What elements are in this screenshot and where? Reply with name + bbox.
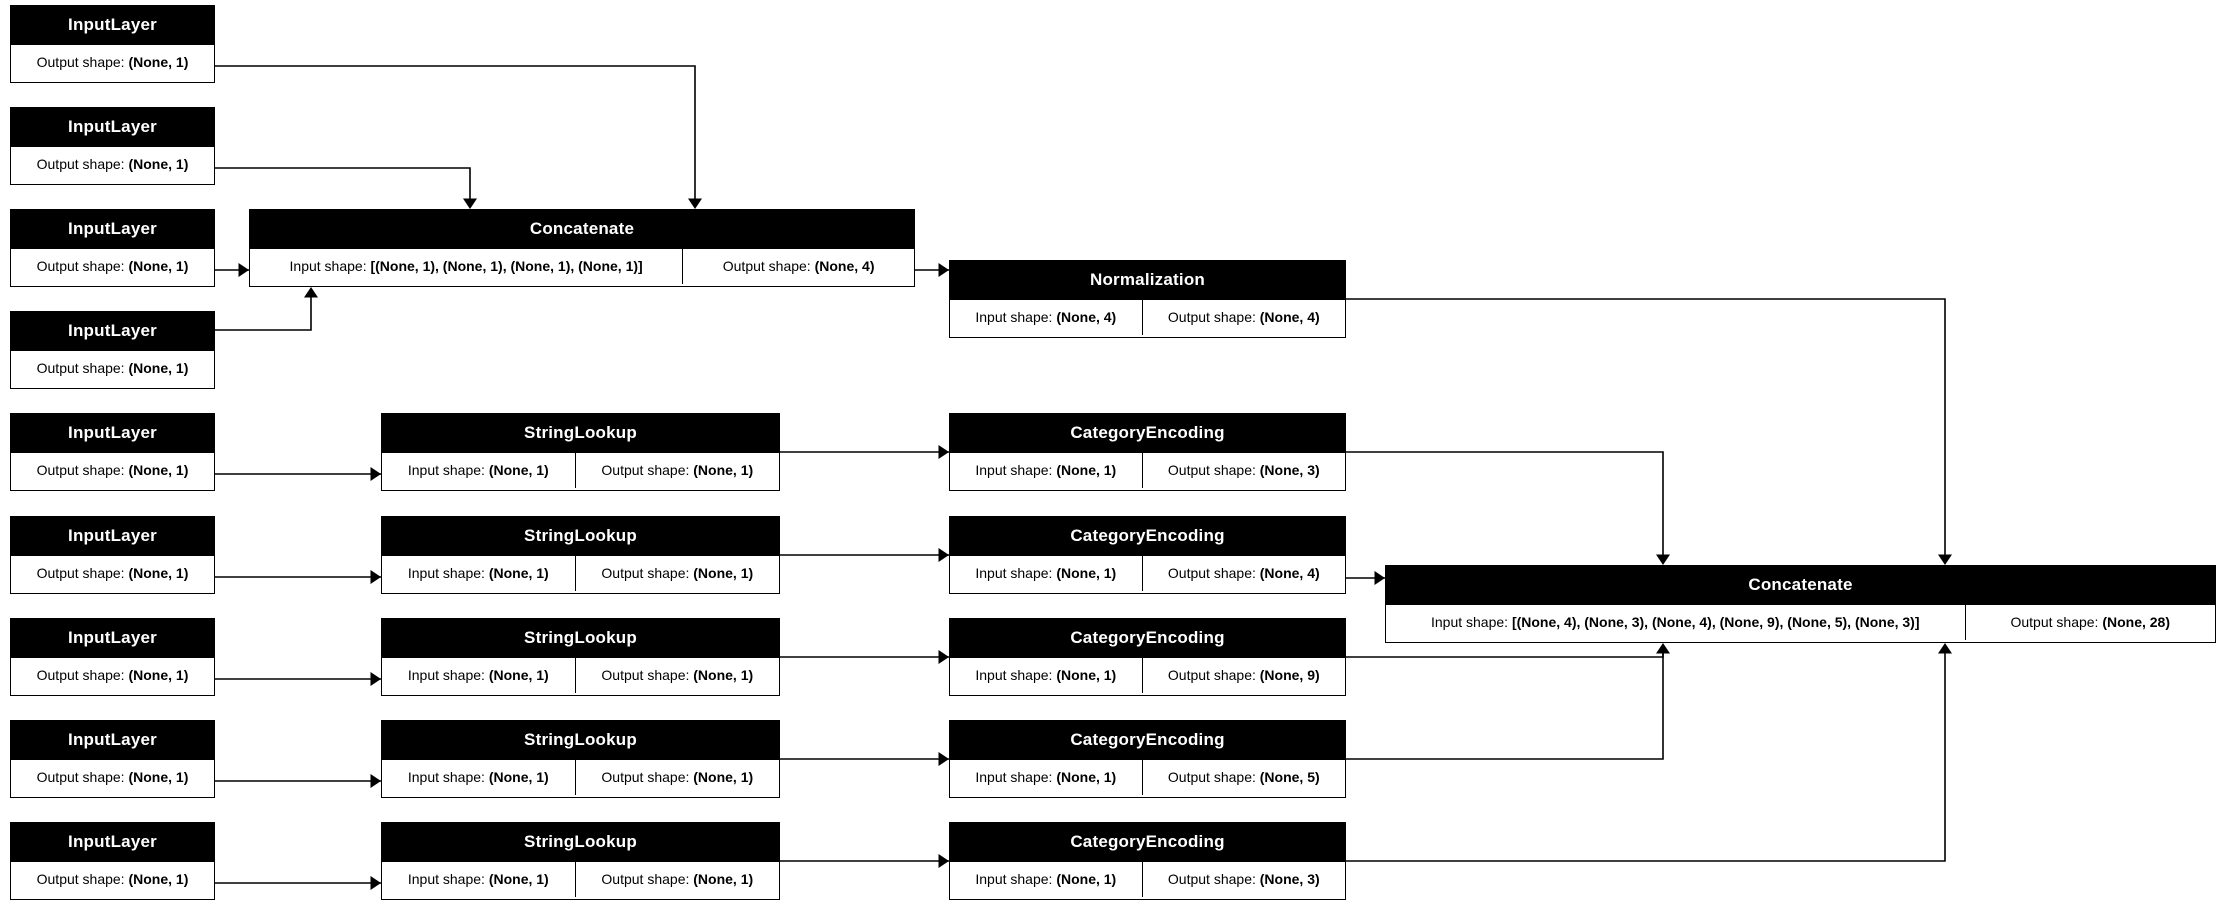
shape-label: Input shape: [407, 667, 485, 683]
shape-value: (None, 4) [814, 258, 875, 274]
edge-arrowhead [463, 199, 477, 210]
node-title: StringLookup [382, 517, 779, 556]
shape-value: (None, 28) [2102, 614, 2171, 630]
graph-node-encoding_2 [949, 516, 1346, 594]
graph-node-input_6 [10, 516, 215, 594]
node-title: CategoryEncoding [950, 517, 1345, 556]
shape-value: [(None, 1), (None, 1), (None, 1), (None, 1)] [370, 258, 643, 274]
edge-arrowhead [939, 854, 950, 868]
node-title: InputLayer [11, 312, 214, 351]
shape-label: Input shape: [975, 309, 1053, 325]
shape-label: Output shape: [36, 565, 125, 581]
shape-label: Output shape: [36, 871, 125, 887]
node-shape-cell [11, 351, 214, 386]
node-shape-cell [575, 760, 779, 795]
graph-node-input_1 [10, 5, 215, 83]
node-shape-cell [575, 556, 779, 591]
shape-label: Input shape: [975, 769, 1053, 785]
node-shape-cell [11, 249, 214, 284]
node-title: InputLayer [11, 517, 214, 556]
node-shape-cell [1142, 453, 1345, 488]
graph-node-encoding_4 [949, 720, 1346, 798]
graph-node-input_2 [10, 107, 215, 185]
node-title: InputLayer [11, 721, 214, 760]
shape-value: (None, 1) [128, 769, 189, 785]
shape-label: Input shape: [407, 871, 485, 887]
node-title: InputLayer [11, 108, 214, 147]
graph-node-lookup_5 [381, 822, 780, 900]
graph-node-encoding_5 [949, 822, 1346, 900]
shape-value: (None, 5) [1259, 769, 1320, 785]
shape-label: Output shape: [1167, 769, 1256, 785]
shape-value: (None, 1) [128, 462, 189, 478]
node-shape-cell [950, 556, 1142, 591]
shape-value: (None, 1) [488, 871, 549, 887]
shape-label: Input shape: [1430, 614, 1509, 630]
node-title: Concatenate [250, 210, 914, 249]
node-title: InputLayer [11, 823, 214, 862]
shape-label: Input shape: [407, 769, 485, 785]
edge-arrowhead [939, 263, 950, 277]
node-shape-cell [382, 760, 575, 795]
shape-label: Output shape: [1167, 309, 1256, 325]
node-shape-cell [1142, 760, 1345, 795]
shape-label: Input shape: [407, 565, 485, 581]
shape-value: (None, 3) [1259, 462, 1320, 478]
node-title: CategoryEncoding [950, 823, 1345, 862]
edge-input_1-to-concat_numeric [215, 66, 695, 202]
shape-label: Output shape: [36, 667, 125, 683]
edge-arrowhead [371, 876, 382, 890]
node-shape-cell [382, 556, 575, 591]
shape-label: Output shape: [36, 54, 125, 70]
shape-label: Output shape: [36, 462, 125, 478]
node-body [11, 351, 214, 386]
shape-value: (None, 1) [488, 667, 549, 683]
node-body [11, 45, 214, 80]
node-body [950, 300, 1345, 335]
node-shape-cell [1965, 605, 2216, 640]
edge-arrowhead [688, 199, 702, 210]
shape-label: Output shape: [722, 258, 811, 274]
shape-label: Output shape: [601, 565, 690, 581]
graph-node-concat_final [1385, 565, 2216, 643]
shape-label: Output shape: [601, 871, 690, 887]
shape-value: (None, 1) [128, 156, 189, 172]
shape-value: (None, 1) [1056, 462, 1117, 478]
node-body [950, 658, 1345, 693]
node-title: StringLookup [382, 721, 779, 760]
graph-node-input_9 [10, 822, 215, 900]
shape-value: (None, 4) [1056, 309, 1117, 325]
shape-value: (None, 1) [128, 871, 189, 887]
node-body [382, 658, 779, 693]
node-body [950, 760, 1345, 795]
node-title: InputLayer [11, 414, 214, 453]
node-shape-cell [575, 658, 779, 693]
shape-label: Input shape: [407, 462, 485, 478]
edge-arrowhead [1938, 643, 1952, 654]
node-shape-cell [1142, 300, 1345, 335]
shape-value: (None, 9) [1259, 667, 1320, 683]
node-shape-cell [382, 658, 575, 693]
shape-value: [(None, 4), (None, 3), (None, 4), (None, 9), (None, 5), (None, 3)] [1511, 614, 1920, 630]
node-title: InputLayer [11, 210, 214, 249]
node-shape-cell [11, 556, 214, 591]
node-body [382, 862, 779, 897]
shape-label: Output shape: [1167, 871, 1256, 887]
node-body [11, 556, 214, 591]
edge-arrowhead [239, 263, 250, 277]
graph-node-input_5 [10, 413, 215, 491]
node-body [11, 658, 214, 693]
graph-node-input_3 [10, 209, 215, 287]
node-title: Concatenate [1386, 566, 2215, 605]
node-body [11, 760, 214, 795]
shape-label: Output shape: [36, 769, 125, 785]
shape-value: (None, 1) [1056, 871, 1117, 887]
node-title: InputLayer [11, 619, 214, 658]
edge-arrowhead [1656, 643, 1670, 654]
shape-label: Input shape: [975, 871, 1053, 887]
graph-node-input_8 [10, 720, 215, 798]
shape-label: Input shape: [289, 258, 367, 274]
node-body [11, 862, 214, 897]
shape-label: Output shape: [2010, 614, 2099, 630]
shape-value: (None, 1) [128, 54, 189, 70]
node-shape-cell [11, 147, 214, 182]
shape-label: Output shape: [601, 667, 690, 683]
shape-label: Input shape: [975, 667, 1053, 683]
shape-label: Output shape: [601, 462, 690, 478]
graph-node-encoding_1 [949, 413, 1346, 491]
edge-arrowhead [939, 752, 950, 766]
node-body [1386, 605, 2215, 640]
shape-value: (None, 1) [693, 667, 754, 683]
shape-value: (None, 3) [1259, 871, 1320, 887]
shape-value: (None, 1) [693, 462, 754, 478]
node-title: StringLookup [382, 823, 779, 862]
edge-input_2-to-concat_numeric [215, 168, 470, 202]
shape-value: (None, 1) [1056, 769, 1117, 785]
shape-label: Output shape: [36, 258, 125, 274]
edge-arrowhead [939, 548, 950, 562]
edge-encoding_3-to-concat_final [1346, 650, 1663, 657]
edge-arrowhead [939, 650, 950, 664]
node-body [11, 453, 214, 488]
graph-node-lookup_4 [381, 720, 780, 798]
node-shape-cell [11, 862, 214, 897]
node-shape-cell [950, 453, 1142, 488]
edge-arrowhead [1938, 555, 1952, 566]
node-title: CategoryEncoding [950, 414, 1345, 453]
shape-value: (None, 4) [1259, 309, 1320, 325]
node-shape-cell [11, 45, 214, 80]
shape-label: Output shape: [1167, 667, 1256, 683]
shape-label: Output shape: [1167, 565, 1256, 581]
shape-label: Input shape: [975, 462, 1053, 478]
graph-node-normalization [949, 260, 1346, 338]
shape-value: (None, 1) [128, 258, 189, 274]
node-shape-cell [11, 760, 214, 795]
node-shape-cell [382, 453, 575, 488]
node-shape-cell [950, 658, 1142, 693]
edge-arrowhead [304, 287, 318, 298]
shape-label: Output shape: [601, 769, 690, 785]
node-title: StringLookup [382, 414, 779, 453]
edge-arrowhead [371, 672, 382, 686]
graph-node-concat_numeric [249, 209, 915, 287]
edge-arrowhead [1656, 555, 1670, 566]
node-shape-cell [1142, 658, 1345, 693]
node-shape-cell [575, 453, 779, 488]
node-shape-cell [1142, 556, 1345, 591]
node-shape-cell [575, 862, 779, 897]
node-shape-cell [950, 300, 1142, 335]
edge-arrowhead [371, 467, 382, 481]
node-shape-cell [682, 249, 914, 284]
edge-encoding_4-to-concat_final [1346, 650, 1663, 759]
shape-value: (None, 1) [128, 667, 189, 683]
graph-node-encoding_3 [949, 618, 1346, 696]
edge-encoding_5-to-concat_final [1346, 650, 1945, 861]
node-shape-cell [11, 453, 214, 488]
shape-label: Output shape: [1167, 462, 1256, 478]
edge-arrowhead [371, 570, 382, 584]
shape-value: (None, 1) [488, 462, 549, 478]
node-shape-cell [1386, 605, 1965, 640]
edge-input_4-to-concat_numeric [215, 294, 311, 330]
shape-value: (None, 1) [128, 565, 189, 581]
graph-node-lookup_3 [381, 618, 780, 696]
node-body [250, 249, 914, 284]
shape-value: (None, 1) [693, 565, 754, 581]
node-body [950, 862, 1345, 897]
graph-node-lookup_1 [381, 413, 780, 491]
node-title: InputLayer [11, 6, 214, 45]
node-title: CategoryEncoding [950, 721, 1345, 760]
node-body [11, 249, 214, 284]
node-title: CategoryEncoding [950, 619, 1345, 658]
node-shape-cell [250, 249, 682, 284]
node-body [382, 556, 779, 591]
shape-value: (None, 1) [488, 565, 549, 581]
shape-value: (None, 1) [488, 769, 549, 785]
graph-node-lookup_2 [381, 516, 780, 594]
node-shape-cell [950, 760, 1142, 795]
node-body [950, 556, 1345, 591]
shape-value: (None, 1) [128, 360, 189, 376]
node-body [382, 453, 779, 488]
edge-encoding_1-to-concat_final [1346, 452, 1663, 558]
node-shape-cell [11, 658, 214, 693]
shape-label: Output shape: [36, 156, 125, 172]
edge-arrowhead [939, 445, 950, 459]
shape-value: (None, 1) [1056, 565, 1117, 581]
node-body [11, 147, 214, 182]
shape-label: Output shape: [36, 360, 125, 376]
shape-value: (None, 1) [1056, 667, 1117, 683]
node-shape-cell [1142, 862, 1345, 897]
node-title: Normalization [950, 261, 1345, 300]
shape-label: Input shape: [975, 565, 1053, 581]
edge-arrowhead [371, 774, 382, 788]
shape-value: (None, 4) [1259, 565, 1320, 581]
node-body [382, 760, 779, 795]
shape-value: (None, 1) [693, 871, 754, 887]
graph-node-input_7 [10, 618, 215, 696]
node-shape-cell [950, 862, 1142, 897]
node-body [950, 453, 1345, 488]
shape-value: (None, 1) [693, 769, 754, 785]
edge-normalization-to-concat_final [1346, 299, 1945, 558]
graph-node-input_4 [10, 311, 215, 389]
node-title: StringLookup [382, 619, 779, 658]
edge-arrowhead [1375, 571, 1386, 585]
node-shape-cell [382, 862, 575, 897]
